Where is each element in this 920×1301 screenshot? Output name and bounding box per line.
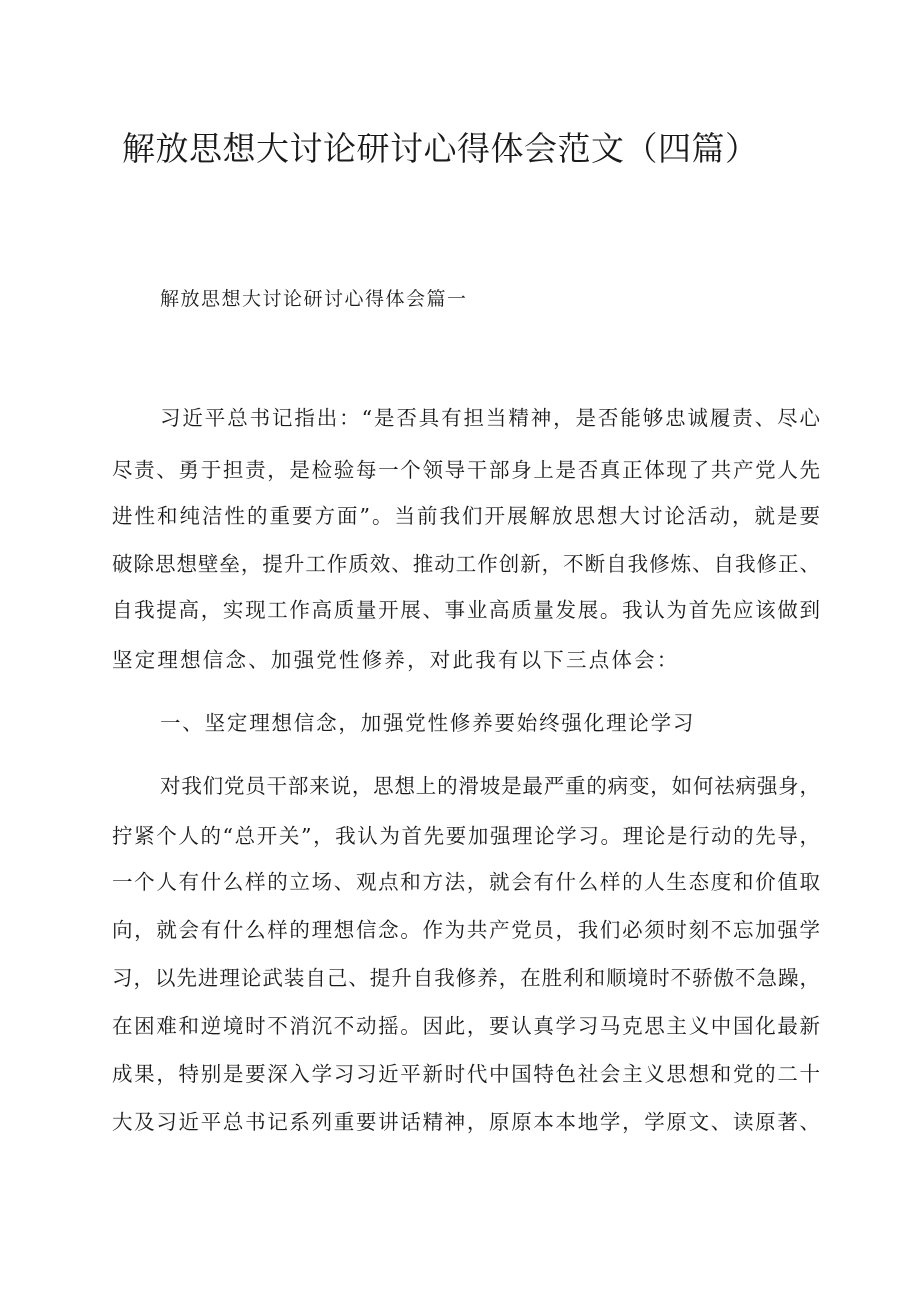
paragraph-line: 对我们党员干部来说，思想上的滑坡是最严重的病变，如何祛病强身， <box>160 774 820 798</box>
paragraph-line: 大及习近平总书记系列重要讲话精神，原原本本地学，学原文、读原著、 <box>112 1110 820 1134</box>
paragraph-line: 向，就会有什么样的理想信念。作为共产党员，我们必须时刻不忘加强学 <box>112 918 820 942</box>
paragraph-line: 成果，特别是要深入学习习近平新时代中国特色社会主义思想和党的二十 <box>112 1062 820 1086</box>
paragraph-line: 破除思想壁垒，提升工作质效、推动工作创新，不断自我修炼、自我修正、 <box>112 552 820 576</box>
paragraph-line: 一个人有什么样的立场、观点和方法，就会有什么样的人生态度和价值取 <box>112 870 820 894</box>
paragraph-line: 坚定理想信念、加强党性修养，对此我有以下三点体会： <box>112 648 680 672</box>
paragraph-line: 拧紧个人的“总开关”，我认为首先要加强理论学习。理论是行动的先导， <box>112 824 820 848</box>
document-title: 解放思想大讨论研讨心得体会范文（四篇） <box>122 129 759 168</box>
paragraph-line: 在困难和逆境时不消沉不动摇。因此，要认真学习马克思主义中国化最新 <box>112 1014 820 1038</box>
paragraph-line: 自我提高，实现工作高质量开展、事业高质量发展。我认为首先应该做到 <box>112 598 820 622</box>
document-subtitle: 解放思想大讨论研讨心得体会篇一 <box>160 288 468 310</box>
paragraph-line: 习，以先进理论武装自己、提升自我修养，在胜利和顺境时不骄傲不急躁， <box>112 966 820 990</box>
paragraph-line: 进性和纯洁性的重要方面”。当前我们开展解放思想大讨论活动，就是要 <box>112 504 820 528</box>
section-heading: 一、坚定理想信念，加强党性修养要始终强化理论学习 <box>160 711 696 735</box>
paragraph-line: 尽责、勇于担责，是检验每一个领导干部身上是否真正体现了共产党人先 <box>112 458 820 482</box>
paragraph-line: 习近平总书记指出：“是否具有担当精神，是否能够忠诚履责、尽心 <box>160 406 820 430</box>
